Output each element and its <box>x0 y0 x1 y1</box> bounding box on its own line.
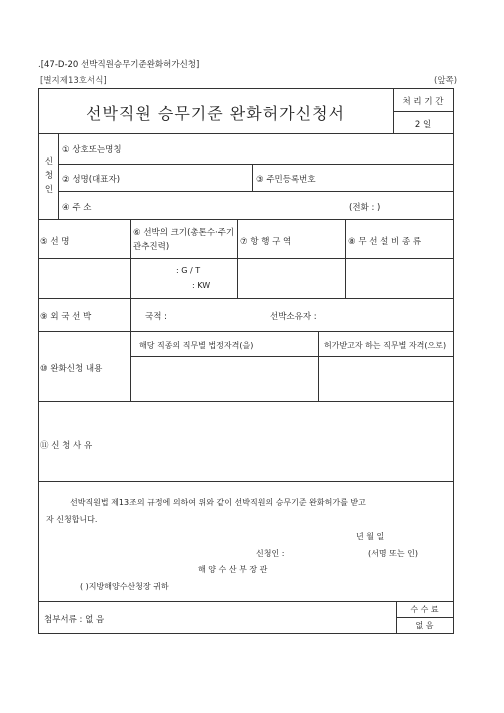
gross-tonnage-unit: : G / T <box>176 266 201 275</box>
navigation-area-label: ⑦ 항 행 구 역 <box>240 237 292 247</box>
requested-qualification-header: 허가받고자 하는 직무별 자격(으로) <box>324 341 447 350</box>
sign-or-seal-label: (서명 또는 인) <box>368 549 418 558</box>
fee-value: 없 음 <box>415 621 434 630</box>
application-reason-label: ⑪ 신 청 사 유 <box>40 441 93 451</box>
declaration-line-1: 선박직원법 제13조의 규정에 의하여 위와 같이 선박직원의 승무기준 완화허가를 받고 <box>70 498 366 507</box>
fee-label: 수 수 료 <box>410 605 439 614</box>
processing-period-value: 2 일 <box>414 120 432 130</box>
regional-office-recipient: ( )지방해양수산청장 귀하 <box>80 582 169 591</box>
ship-owner-label: 선박소유자 : <box>270 312 317 322</box>
declaration-date: 년 월 일 <box>356 532 385 541</box>
resident-number-label: ③ 주민등록번호 <box>256 175 316 185</box>
form-number: [별지제13호서식] <box>40 76 107 86</box>
company-name-label: ① 상호또는명칭 <box>62 145 122 155</box>
attachments-label: 첨부서류 : 없 음 <box>44 615 105 625</box>
applicant-signature-label: 신청인 : <box>256 549 285 558</box>
relief-content-label: ⑩ 완화신청 내용 <box>40 364 103 374</box>
form-title: 선박직원 승무기준 완화허가신청서 <box>85 104 345 123</box>
ship-name-label: ⑤ 선 명 <box>40 237 70 247</box>
document-code: .[47-D-20 선박직원승무기준완화허가신청] <box>38 60 200 70</box>
applicant-section-label: 신 청 인 <box>44 157 54 195</box>
nationality-label: 국적 : <box>145 312 167 322</box>
engine-power-unit: : KW <box>192 281 211 290</box>
page-side-label: (앞쪽) <box>434 76 458 86</box>
radio-equipment-label: ⑧ 무 선 설 비 종 류 <box>348 237 422 247</box>
ship-size-label: ⑥ 선박의 크기(총톤수·주기관추진력) <box>133 228 235 252</box>
address-label: ④ 주 소 <box>62 203 92 213</box>
phone-label: (전화 : ) <box>349 203 381 213</box>
minister-title: 해 양 수 산 부 장 관 <box>198 565 268 574</box>
legal-qualification-header: 해당 직종의 직무별 법정자격(을) <box>139 341 254 350</box>
foreign-ship-label: ⑨ 외 국 선 박 <box>40 312 92 322</box>
representative-label: ② 성명(대표자) <box>62 175 121 185</box>
declaration-line-2: 자 신청합니다. <box>46 515 98 524</box>
processing-period-label: 처 리 기 간 <box>402 97 444 107</box>
